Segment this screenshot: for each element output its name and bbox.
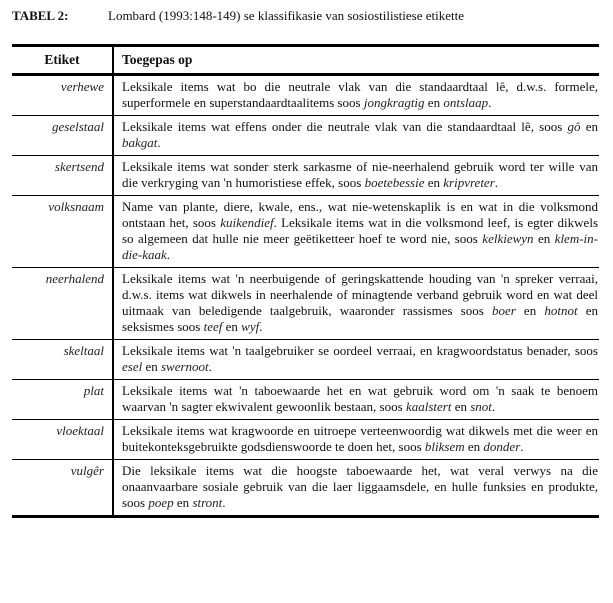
description-text: . bbox=[259, 319, 263, 334]
example-word: bliksem bbox=[424, 439, 465, 454]
example-word: kelkiewyn bbox=[482, 231, 534, 246]
description-text: Die leksikale items wat die hoogste taboewaarde het, wat veral verwys na die onaanvaarbare sosiale gebruik van die laer liggaamsdele, en hulle funksies en produkte, soos bbox=[122, 463, 598, 510]
description-cell bbox=[113, 156, 599, 196]
table-header-row bbox=[12, 46, 599, 75]
table-row bbox=[12, 268, 599, 340]
description-text: . bbox=[222, 495, 226, 510]
description-text: en bbox=[464, 439, 484, 454]
description-text: Leksikale items wat 'n taboewaarde het en wat gebruik word om 'n saak te benoem waarvan 'n sagter ekwivalent gewoonlik bestaan, soos bbox=[122, 383, 598, 414]
description-text: en bbox=[515, 303, 545, 318]
example-word: gô bbox=[567, 119, 581, 134]
description-text: en bbox=[222, 319, 242, 334]
example-word: kripvreter bbox=[443, 175, 495, 190]
description-cell bbox=[113, 460, 599, 517]
table-row bbox=[12, 116, 599, 156]
header-etiket: Etiket bbox=[12, 46, 113, 75]
table-row bbox=[12, 460, 599, 517]
example-word: wyf bbox=[241, 319, 260, 334]
table-row bbox=[12, 196, 599, 268]
example-word: poep bbox=[148, 495, 174, 510]
description-text: . bbox=[520, 439, 524, 454]
example-word: ontslaap bbox=[443, 95, 489, 110]
table-row bbox=[12, 340, 599, 380]
description-text: Leksikale items wat 'n neerbuigende of geringskattende houding van 'n spreker verraai, d.w.s. items wat dikwels in neerhalende of minagtende verband gebruik word en wat deel uitmaak van beledigende taalgebruik, waaronder rassismes soos bbox=[122, 271, 598, 318]
label-cell: geselstaal bbox=[12, 116, 113, 156]
description-text: en bbox=[424, 175, 444, 190]
example-word: kuikendief bbox=[220, 215, 274, 230]
table-row bbox=[12, 420, 599, 460]
table-caption-label: TABEL 2: bbox=[12, 8, 69, 23]
description-text: Leksikale items wat effens onder die neutrale vlak van die standaardtaal lê, soos bbox=[122, 119, 568, 134]
table-row bbox=[12, 380, 599, 420]
description-text: en seksismes soos bbox=[122, 303, 598, 334]
table-caption bbox=[12, 8, 464, 24]
description-text: en bbox=[142, 359, 161, 374]
description-text: en bbox=[173, 495, 193, 510]
example-word: jongkragtig bbox=[363, 95, 425, 110]
description-cell bbox=[113, 196, 599, 268]
example-word: esel bbox=[122, 359, 143, 374]
description-cell bbox=[113, 380, 599, 420]
description-text: . bbox=[208, 359, 212, 374]
description-text: en bbox=[580, 119, 598, 134]
description-text: . bbox=[491, 399, 496, 414]
description-text: Leksikale items wat kragwoorde en uitroepe verteenwoordig wat dikwels met die weer en buitekonteksgebruikte godsdienswoorde te doen het, soos bbox=[122, 423, 598, 454]
description-cell bbox=[113, 340, 599, 380]
example-word: snot bbox=[470, 399, 492, 414]
label-cell: verhewe bbox=[12, 75, 113, 116]
label-cell: plat bbox=[12, 380, 113, 420]
description-cell bbox=[113, 75, 599, 116]
table-row bbox=[12, 75, 599, 116]
label-cell: vloektaal bbox=[12, 420, 113, 460]
label-cell: skeltaal bbox=[12, 340, 113, 380]
label-cell: skertsend bbox=[12, 156, 113, 196]
example-word: donder bbox=[483, 439, 521, 454]
description-text: Leksikale items wat bo die neutrale vlak van die standaardtaal lê, d.w.s. formele, superformele en superstandaardtaalitems soos bbox=[122, 79, 598, 110]
example-word: bakgat bbox=[122, 135, 158, 150]
description-text: . bbox=[494, 175, 499, 190]
example-word: klem-in-die-kaak bbox=[122, 231, 598, 262]
example-word: kaalstert bbox=[405, 399, 452, 414]
table-caption-title: Lombard (1993:148-149) se klassifikasie van sosiostilistiese etikette bbox=[108, 8, 464, 23]
table-row bbox=[12, 156, 599, 196]
example-word: stront bbox=[192, 495, 223, 510]
description-text: Name van plante, diere, kwale, ens., wat nie-wetenskaplik is en wat in die volksmond ontstaan het, soos bbox=[122, 199, 598, 230]
table-body bbox=[12, 75, 599, 517]
description-text: en bbox=[451, 399, 471, 414]
description-cell bbox=[113, 116, 599, 156]
description-text: . bbox=[166, 247, 171, 262]
description-text: Leksikale items wat 'n taalgebruiker se oordeel verraai, en kragwoordstatus benader, soos bbox=[122, 343, 598, 358]
example-word: teef bbox=[203, 319, 223, 334]
header-toegepas-op: Toegepas op bbox=[113, 46, 599, 75]
description-cell bbox=[113, 268, 599, 340]
classification-table bbox=[12, 44, 599, 518]
description-text: . bbox=[488, 95, 492, 110]
description-text: . bbox=[157, 135, 161, 150]
example-word: boer bbox=[491, 303, 516, 318]
label-cell: vulgêr bbox=[12, 460, 113, 517]
label-cell: neerhalend bbox=[12, 268, 113, 340]
example-word: hotnot bbox=[544, 303, 578, 318]
label-cell: volksnaam bbox=[12, 196, 113, 268]
description-text: en bbox=[533, 231, 555, 246]
description-text: . Leksikale items wat in die volksmond leef, is egter dikwels so algemeen dat hulle nie meer geëtiketteer hoef te word nie, soos bbox=[122, 215, 598, 246]
example-word: swernoot bbox=[161, 359, 209, 374]
description-text: en bbox=[424, 95, 444, 110]
example-word: boetebessie bbox=[364, 175, 425, 190]
description-text: Leksikale items wat sonder sterk sarkasme of nie-neerhalend gebruik word ter wille van die verkryging van 'n humoristiese effek, soos bbox=[122, 159, 598, 190]
description-cell bbox=[113, 420, 599, 460]
